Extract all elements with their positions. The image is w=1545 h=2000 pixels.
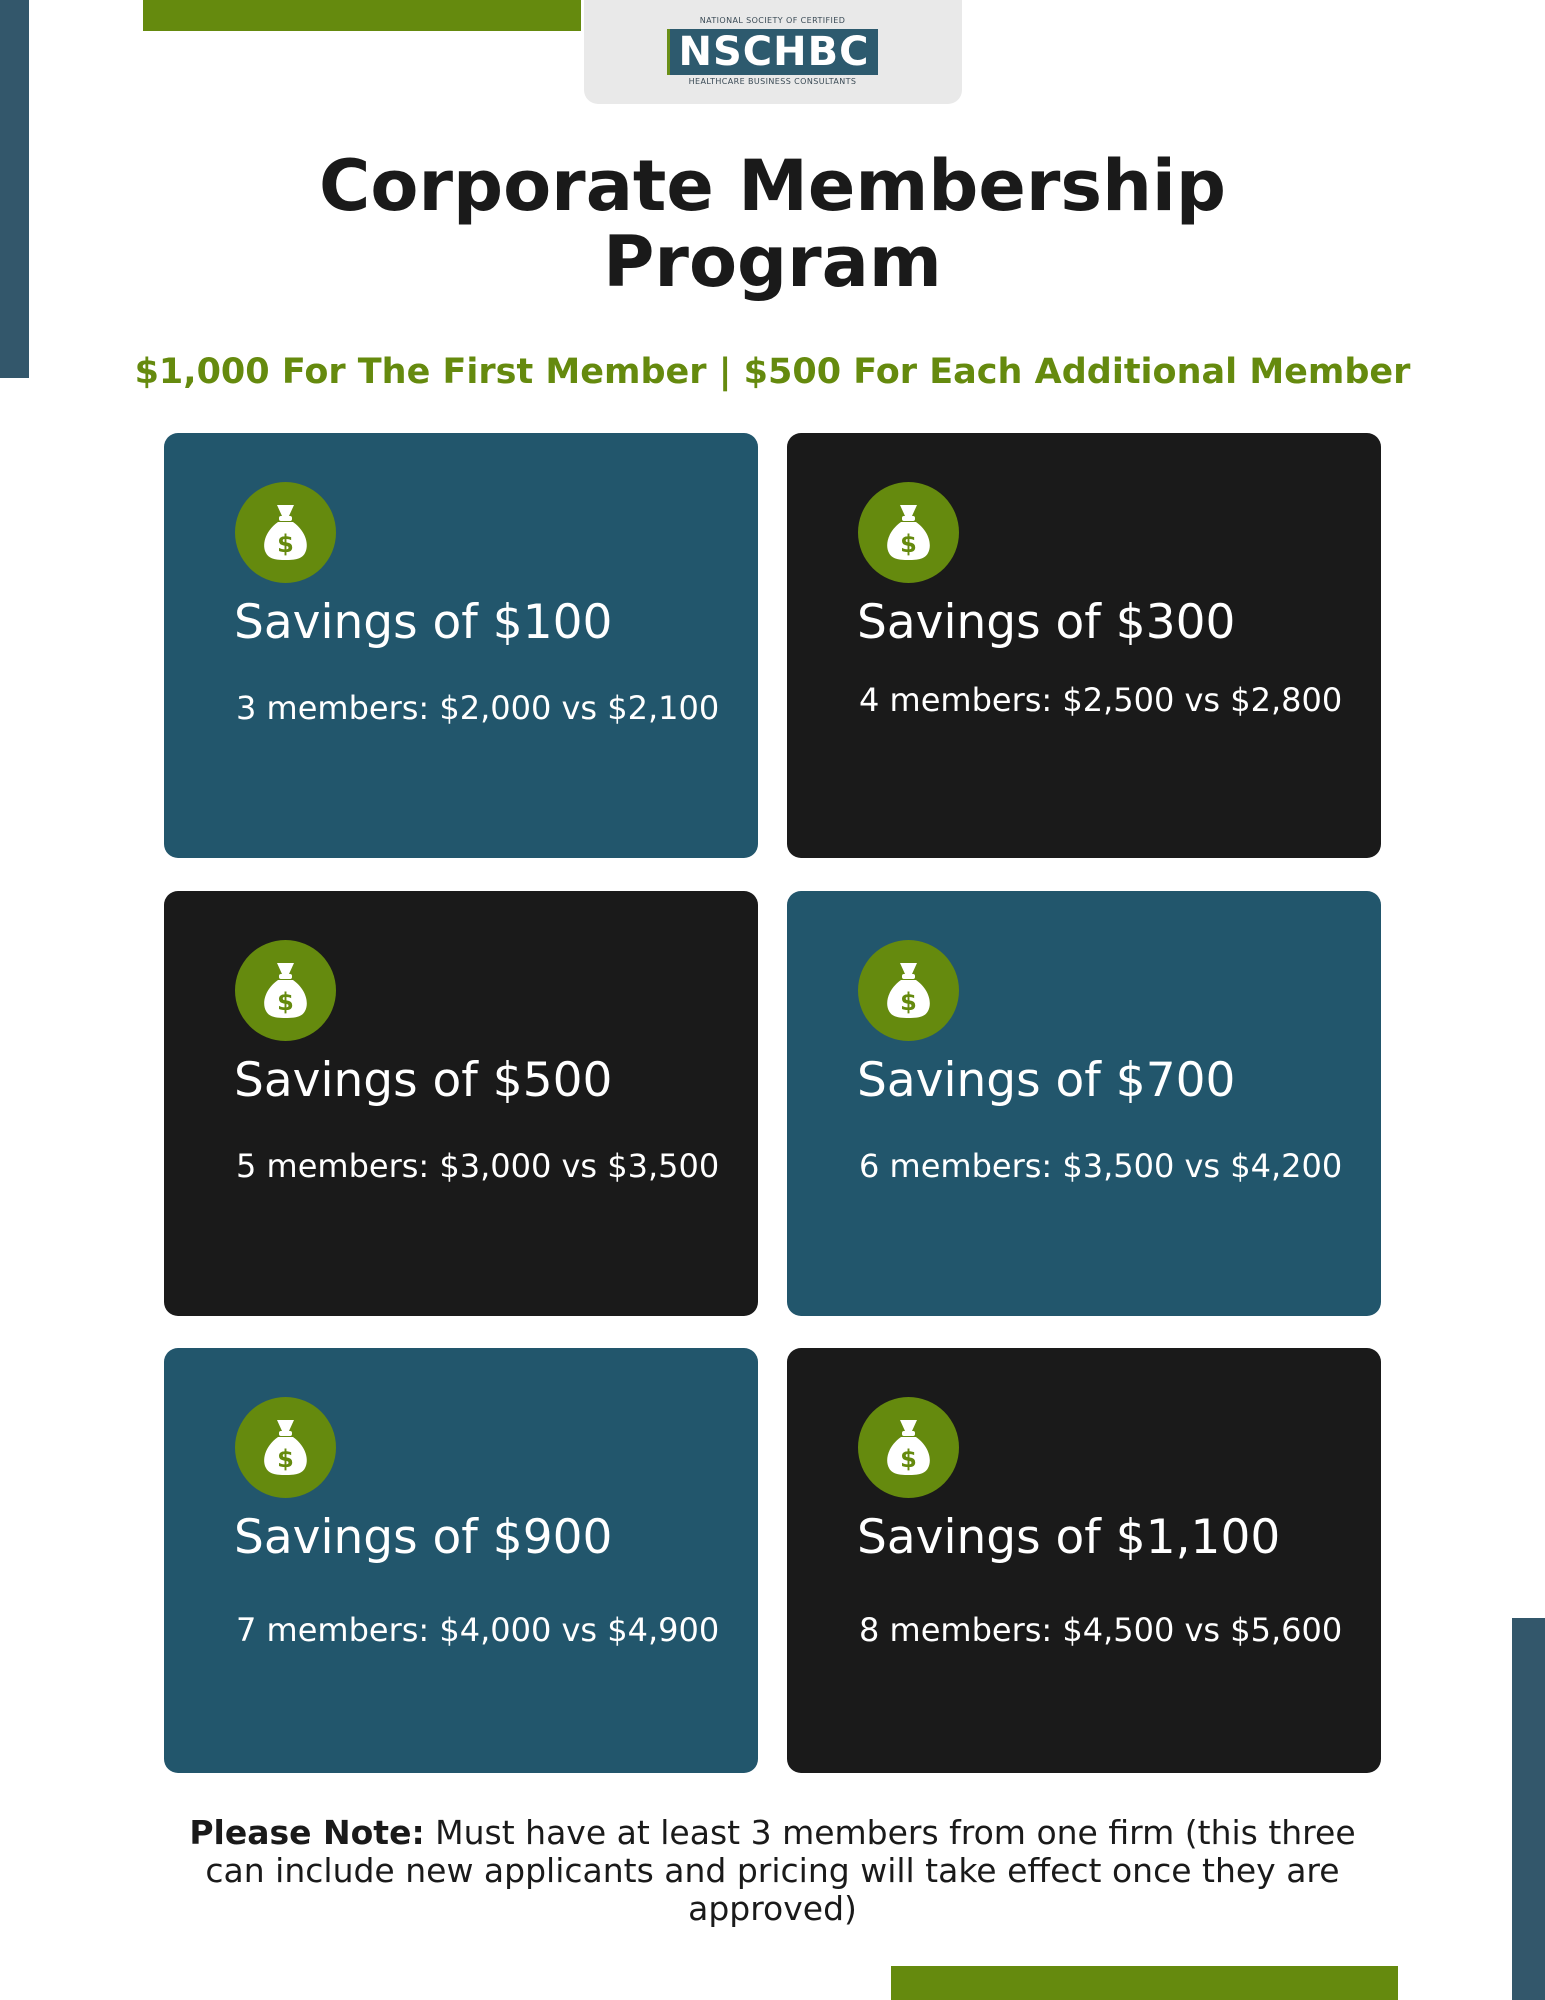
savings-card-8-members [787,1348,1381,1773]
svg-text:$: $ [277,988,294,1016]
savings-card-3-members [164,433,758,858]
note-label: Please Note: [189,1813,425,1852]
nschbc-logo [663,16,882,88]
svg-text:$: $ [900,530,917,558]
logo-wordmark: NSCHBC [667,29,878,75]
card-title: Savings of $700 [857,1053,1236,1108]
card-description: 8 members: $4,500 vs $5,600 [859,1611,1343,1649]
savings-card-7-members [164,1348,758,1773]
card-title: Savings of $500 [234,1053,613,1108]
svg-text:$: $ [277,530,294,558]
card-description: 3 members: $2,000 vs $2,100 [236,689,720,727]
svg-text:$: $ [277,1445,294,1473]
card-description: 5 members: $3,000 vs $3,500 [236,1147,720,1185]
left-accent-bar [0,0,29,378]
right-accent-bar [1512,1618,1545,2000]
card-description: 7 members: $4,000 vs $4,900 [236,1611,720,1649]
top-green-bar [143,0,581,31]
savings-card-5-members [164,891,758,1316]
logo-top-text: NATIONAL SOCIETY OF CERTIFIED [699,16,846,25]
svg-text:$: $ [900,1445,917,1473]
page-title: Corporate Membership Program [318,145,1227,303]
money-bag-icon [235,1397,336,1498]
card-title: Savings of $1,100 [857,1510,1281,1565]
svg-text:$: $ [900,988,917,1016]
card-title: Savings of $900 [234,1510,613,1565]
card-title: Savings of $100 [234,595,613,650]
pricing-subtitle: $1,000 For The First Member | $500 For Each Additional Member [134,352,1411,392]
please-note [180,1814,1365,1928]
logo-bottom-text: HEALTHCARE BUSINESS CONSULTANTS [688,77,857,86]
savings-card-6-members [787,891,1381,1316]
note-text: Must have at least 3 members from one firm (this three can include new applicants and pricing will take effect once they are approved) [205,1813,1356,1928]
card-description: 6 members: $3,500 vs $4,200 [859,1147,1343,1185]
money-bag-icon [858,940,959,1041]
money-bag-icon [858,1397,959,1498]
savings-card-4-members [787,433,1381,858]
bottom-green-bar [891,1966,1398,2000]
money-bag-icon [235,940,336,1041]
card-description: 4 members: $2,500 vs $2,800 [859,681,1343,719]
money-bag-icon [235,482,336,583]
card-title: Savings of $300 [857,595,1236,650]
money-bag-icon [858,482,959,583]
logo-container [584,0,962,104]
